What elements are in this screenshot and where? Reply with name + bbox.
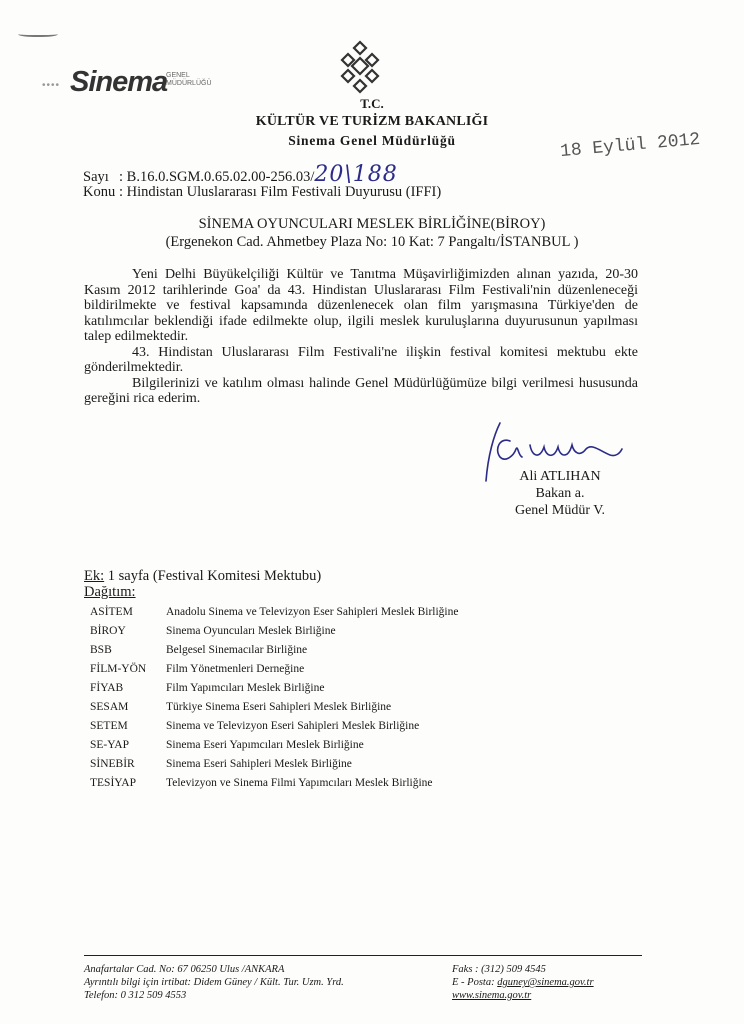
distribution-org-name: Sinema Eseri Yapımcıları Meslek Birliğine bbox=[166, 738, 364, 751]
konu-row bbox=[83, 184, 441, 201]
recipient-name: SİNEMA OYUNCULARI MESLEK BİRLİĞİNE(BİROY) bbox=[198, 216, 546, 232]
distribution-org-name: Türkiye Sinema Eseri Sahipleri Meslek Birliğine bbox=[166, 700, 392, 713]
body-paragraph-1: Yeni Delhi Büyükelçiliği Kültür ve Tanıtma Müşavirliğimizden alınan yazıda, 20-30 Kasım 2012 tarihlerinde Goa' da 43. Hindistan Uluslararası Film Festivali'nin düzenleneceği bildirilmekte ve festival kapsamında düzenlenecek olan film yarışmasına Türkiye'den de katılımcılar beklendiği ifade edilmekte olup, ilgili meslek kuruluşlarına duyurusunun yapılması talep edilmektedir. bbox=[84, 267, 638, 344]
attachment-label: Ek: bbox=[84, 568, 105, 584]
distribution-row bbox=[90, 602, 459, 621]
distribution-row bbox=[90, 773, 459, 792]
distribution-row bbox=[90, 697, 459, 716]
distribution-row bbox=[90, 678, 459, 697]
staple-mark bbox=[18, 30, 58, 37]
footer-contact bbox=[452, 963, 594, 1002]
footer-website-link[interactable]: www.sinema.gov.tr bbox=[452, 990, 532, 1001]
distribution-label: Dağıtım: bbox=[84, 584, 136, 600]
header-ministry: KÜLTÜR VE TURİZM BAKANLIĞI bbox=[255, 114, 489, 129]
konu-label: Konu bbox=[83, 184, 116, 200]
body-paragraph-3: Bilgilerinizi ve katılım olması halinde Genel Müdürlüğümüze bilgi verilmesi hususunda gereğini rica ederim. bbox=[84, 375, 638, 406]
distribution-code: SESAM bbox=[90, 700, 129, 713]
distribution-row bbox=[90, 716, 459, 735]
footer-contact-line: Ayrıntılı bilgi için irtibat: Didem Güney / Kült. Tur. Uzm. Yrd. bbox=[84, 977, 344, 988]
signer-title-2: Genel Müdür V. bbox=[514, 503, 606, 518]
konu-value: : Hindistan Uluslararası Film Festivali Duyurusu (IFFI) bbox=[119, 184, 442, 200]
distribution-code: BSB bbox=[90, 643, 112, 656]
distribution-org-name: Sinema ve Televizyon Eseri Sahipleri Meslek Birliğine bbox=[166, 719, 420, 732]
header-tc: T.C. bbox=[360, 96, 384, 111]
footer-phone-line: Telefon: 0 312 509 4553 bbox=[84, 990, 187, 1001]
signer-block bbox=[480, 468, 640, 519]
logo-dots: •••• bbox=[42, 80, 61, 91]
distribution-code: SİNEBİR bbox=[90, 757, 135, 770]
distribution-code: SETEM bbox=[90, 719, 128, 732]
distribution-code: FİLM-YÖN bbox=[90, 662, 147, 675]
distribution-org-name: Televizyon ve Sinema Filmi Yapımcıları Meslek Birliğine bbox=[166, 776, 433, 789]
body-paragraph-2: 43. Hindistan Uluslararası Film Festivali'ne ilişkin festival komitesi mektubu ekte gönderilmektedir. bbox=[84, 344, 638, 375]
sayi-label: Sayı bbox=[83, 169, 109, 185]
footer-divider bbox=[84, 955, 642, 956]
header-department: Sinema Genel Müdürlüğü bbox=[288, 133, 456, 148]
distribution-table bbox=[90, 602, 459, 792]
footer-email-row bbox=[452, 976, 594, 989]
distribution-code: BİROY bbox=[90, 624, 126, 637]
distribution-row bbox=[90, 659, 459, 678]
distribution-row bbox=[90, 640, 459, 659]
logo-sub-line1: GENEL bbox=[166, 72, 190, 79]
distribution-org-name: Sinema Oyuncuları Meslek Birliğine bbox=[166, 624, 336, 637]
footer-fax: Faks : (312) 509 4545 bbox=[452, 964, 546, 975]
distribution-org-name: Belgesel Sinemacılar Birliğine bbox=[166, 643, 308, 656]
letter-body bbox=[84, 267, 638, 407]
footer-email-label: E - Posta: bbox=[452, 977, 498, 988]
date-stamp: 18 Eylül 2012 bbox=[559, 129, 702, 163]
footer-address bbox=[84, 963, 344, 1002]
distribution-org-name: Sinema Eseri Sahipleri Meslek Birliğine bbox=[166, 757, 352, 770]
distribution-code: SE-YAP bbox=[90, 738, 129, 751]
distribution-row bbox=[90, 735, 459, 754]
distribution-org-name: Film Yönetmenleri Derneğine bbox=[166, 662, 305, 675]
recipient-address: (Ergenekon Cad. Ahmetbey Plaza No: 10 Kat: 7 Pangaltı/İSTANBUL ) bbox=[165, 234, 579, 250]
distribution-org-name: Film Yapımcıları Meslek Birliğine bbox=[166, 681, 325, 694]
distribution-code: FİYAB bbox=[90, 681, 124, 694]
footer-email-link[interactable]: dguney@sinema.gov.tr bbox=[497, 977, 594, 988]
signer-title-1: Bakan a. bbox=[535, 486, 585, 501]
distribution-org-name: Anadolu Sinema ve Televizyon Eser Sahipleri Meslek Birliğine bbox=[166, 605, 459, 618]
signer-name: Ali ATLIHAN bbox=[519, 469, 601, 484]
attachment-value: 1 sayfa (Festival Komitesi Mektubu) bbox=[104, 568, 322, 584]
footer-address-line: Anafartalar Cad. No: 67 06250 Ulus /ANKARA bbox=[84, 964, 285, 975]
ministry-emblem-icon bbox=[338, 40, 382, 96]
sayi-handwritten-number: 20\188 bbox=[314, 162, 398, 187]
sayi-value: : B.16.0.SGM.0.65.02.00-256.03/ bbox=[119, 169, 315, 185]
logo-sub-line2: MÜDÜRLÜĞÜ bbox=[166, 80, 212, 87]
logo-subtitle bbox=[166, 72, 212, 88]
distribution-row bbox=[90, 621, 459, 640]
attachment-line bbox=[84, 568, 321, 585]
distribution-row bbox=[90, 754, 459, 773]
distribution-code: TESİYAP bbox=[90, 776, 137, 789]
distribution-code: ASİTEM bbox=[90, 605, 133, 618]
logo-wordmark: Sinema bbox=[70, 66, 168, 98]
